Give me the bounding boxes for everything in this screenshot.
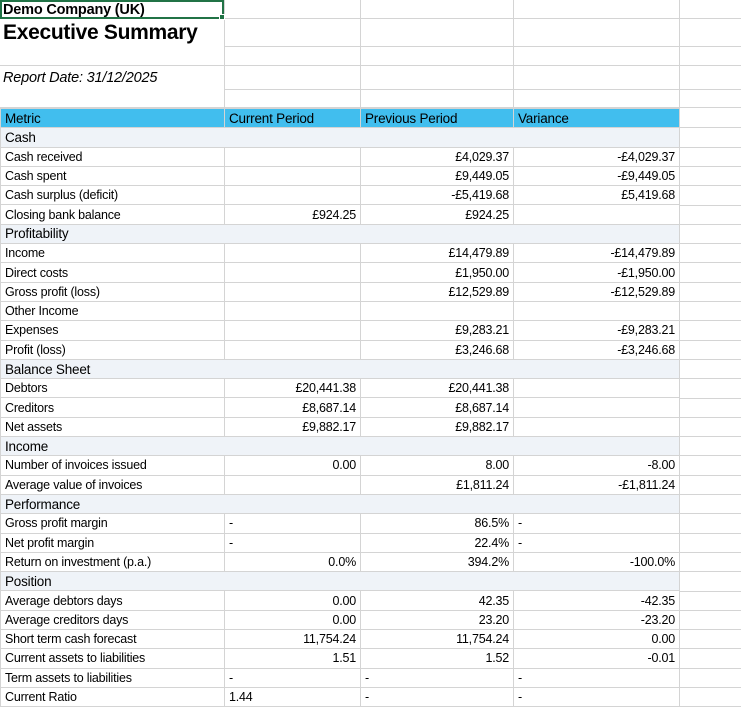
column-header-variance[interactable]: Variance: [514, 109, 680, 128]
current-period-cell[interactable]: £924.25: [225, 205, 361, 224]
current-period-cell[interactable]: [225, 301, 361, 320]
table-row[interactable]: [1, 591, 680, 610]
grid-row-divider: [679, 513, 741, 514]
metric-label-cell[interactable]: Term assets to liabilities: [1, 668, 225, 687]
current-period-cell[interactable]: 0.00: [225, 456, 361, 475]
table-row[interactable]: [1, 552, 680, 571]
page-title: Executive Summary: [0, 19, 224, 47]
previous-period-cell[interactable]: 11,754.24: [361, 630, 514, 649]
previous-period-cell[interactable]: £4,029.37: [361, 147, 514, 166]
current-period-cell[interactable]: 11,754.24: [225, 630, 361, 649]
metric-label-cell[interactable]: Cash spent: [1, 166, 225, 185]
previous-period-cell[interactable]: £924.25: [361, 205, 514, 224]
metric-label-cell[interactable]: Expenses: [1, 321, 225, 340]
grid-row-divider: [679, 224, 741, 225]
metric-label-cell[interactable]: Debtors: [1, 379, 225, 398]
grid-row-divider: [679, 127, 741, 128]
current-period-cell[interactable]: £9,882.17: [225, 417, 361, 436]
table-row[interactable]: [1, 186, 680, 205]
grid-row-divider: [679, 629, 741, 630]
previous-period-cell[interactable]: 22.4%: [361, 533, 514, 552]
metric-label-cell[interactable]: Cash received: [1, 147, 225, 166]
grid-row-divider: [679, 301, 741, 302]
section-header-label: Cash: [1, 128, 680, 147]
table-section-header-row: [1, 224, 680, 243]
current-period-cell[interactable]: [225, 166, 361, 185]
metric-label-cell[interactable]: Income: [1, 244, 225, 263]
grid-row-divider: [679, 359, 741, 360]
current-period-cell[interactable]: [225, 475, 361, 494]
variance-cell[interactable]: -23.20: [514, 610, 680, 629]
variance-cell[interactable]: -8.00: [514, 456, 680, 475]
metric-label-cell[interactable]: Other Income: [1, 301, 225, 320]
previous-period-cell[interactable]: 394.2%: [361, 552, 514, 571]
table-row[interactable]: [1, 340, 680, 359]
previous-period-cell[interactable]: -: [361, 687, 514, 706]
table-row[interactable]: [1, 533, 680, 552]
variance-cell[interactable]: [514, 301, 680, 320]
previous-period-cell[interactable]: 8.00: [361, 456, 514, 475]
table-row[interactable]: [1, 301, 680, 320]
table-row[interactable]: [1, 514, 680, 533]
previous-period-cell[interactable]: -£5,419.68: [361, 186, 514, 205]
metric-label-cell[interactable]: Average debtors days: [1, 591, 225, 610]
current-period-cell[interactable]: 1.51: [225, 649, 361, 668]
grid-column-divider: [679, 0, 741, 697]
table-section-header-row: [1, 359, 680, 378]
variance-cell[interactable]: -100.0%: [514, 552, 680, 571]
current-period-cell[interactable]: [225, 340, 361, 359]
variance-cell[interactable]: -£1,811.24: [514, 475, 680, 494]
previous-period-cell[interactable]: 1.52: [361, 649, 514, 668]
table-row[interactable]: [1, 147, 680, 166]
metric-label-cell[interactable]: Gross profit margin: [1, 514, 225, 533]
grid-row-divider: [679, 687, 741, 688]
table-row[interactable]: [1, 398, 680, 417]
metric-label-cell[interactable]: Profit (loss): [1, 340, 225, 359]
table-header-row: [1, 109, 680, 128]
grid-row-divider: [679, 494, 741, 495]
table-row[interactable]: [1, 668, 680, 687]
grid-row-divider: [679, 398, 741, 399]
company-name-cell[interactable]: Demo Company (UK): [0, 0, 224, 19]
table-row[interactable]: [1, 282, 680, 301]
metric-label-cell[interactable]: Net profit margin: [1, 533, 225, 552]
report-date-label: Report Date: 31/12/2025: [0, 66, 224, 90]
variance-cell[interactable]: -£12,529.89: [514, 282, 680, 301]
variance-cell[interactable]: [514, 417, 680, 436]
current-period-cell[interactable]: 0.00: [225, 610, 361, 629]
grid-row-divider: [679, 533, 741, 534]
table-row[interactable]: [1, 630, 680, 649]
current-period-cell[interactable]: [225, 244, 361, 263]
metric-label-cell[interactable]: Short term cash forecast: [1, 630, 225, 649]
current-period-cell[interactable]: -: [225, 533, 361, 552]
previous-period-cell[interactable]: 23.20: [361, 610, 514, 629]
variance-cell[interactable]: -£14,479.89: [514, 244, 680, 263]
current-period-cell[interactable]: £20,441.38: [225, 379, 361, 398]
table-row[interactable]: [1, 244, 680, 263]
grid-row-divider: [679, 552, 741, 553]
table-section-header-row: [1, 128, 680, 147]
previous-period-cell[interactable]: [361, 301, 514, 320]
variance-cell[interactable]: £5,419.68: [514, 186, 680, 205]
grid-row-divider: [679, 571, 741, 572]
metric-label-cell[interactable]: Current Ratio: [1, 687, 225, 706]
table-row[interactable]: [1, 610, 680, 629]
table-row[interactable]: [1, 205, 680, 224]
table-section-header-row: [1, 572, 680, 591]
table-row[interactable]: [1, 456, 680, 475]
previous-period-cell[interactable]: £9,882.17: [361, 417, 514, 436]
current-period-cell[interactable]: [225, 186, 361, 205]
variance-cell[interactable]: 0.00: [514, 630, 680, 649]
variance-cell[interactable]: -: [514, 687, 680, 706]
variance-cell[interactable]: -£9,283.21: [514, 321, 680, 340]
grid-row-divider: [679, 436, 741, 437]
grid-row-divider: [679, 591, 741, 592]
previous-period-cell[interactable]: £8,687.14: [361, 398, 514, 417]
previous-period-cell[interactable]: 86.5%: [361, 514, 514, 533]
previous-period-cell[interactable]: £12,529.89: [361, 282, 514, 301]
grid-row-divider: [679, 185, 741, 186]
grid-row-divider: [679, 282, 741, 283]
current-period-cell[interactable]: -: [225, 514, 361, 533]
grid-row-divider: [679, 668, 741, 669]
grid-row-divider: [679, 378, 741, 379]
current-period-cell[interactable]: -: [225, 668, 361, 687]
section-header-label: Position: [1, 572, 680, 591]
variance-cell[interactable]: [514, 398, 680, 417]
grid-row-divider: [679, 610, 741, 611]
table-section-header-row: [1, 437, 680, 456]
variance-cell[interactable]: -42.35: [514, 591, 680, 610]
current-period-cell[interactable]: 1.44: [225, 687, 361, 706]
grid-row-divider: [679, 340, 741, 341]
variance-cell[interactable]: [514, 205, 680, 224]
grid-row-divider: [679, 262, 741, 263]
current-period-cell[interactable]: 0.0%: [225, 552, 361, 571]
variance-cell[interactable]: -£1,950.00: [514, 263, 680, 282]
grid-row-divider: [679, 417, 741, 418]
current-period-cell[interactable]: [225, 282, 361, 301]
table-body: [1, 128, 680, 707]
metric-label-cell[interactable]: Gross profit (loss): [1, 282, 225, 301]
section-header-label: Profitability: [1, 224, 680, 243]
current-period-cell[interactable]: 0.00: [225, 591, 361, 610]
variance-cell[interactable]: [514, 379, 680, 398]
table-row[interactable]: [1, 649, 680, 668]
metric-label-cell[interactable]: Average value of invoices: [1, 475, 225, 494]
executive-summary-table: [0, 108, 680, 707]
current-period-cell[interactable]: [225, 147, 361, 166]
metric-label-cell[interactable]: Number of invoices issued: [1, 456, 225, 475]
column-header-current-period[interactable]: Current Period: [225, 109, 361, 128]
grid-row-divider: [679, 166, 741, 167]
previous-period-cell[interactable]: -: [361, 668, 514, 687]
column-header-previous-period[interactable]: Previous Period: [361, 109, 514, 128]
table-section-header-row: [1, 494, 680, 513]
table-row[interactable]: [1, 321, 680, 340]
previous-period-cell[interactable]: £9,283.21: [361, 321, 514, 340]
current-period-cell[interactable]: £8,687.14: [225, 398, 361, 417]
grid-row-divider: [679, 320, 741, 321]
previous-period-cell[interactable]: £9,449.05: [361, 166, 514, 185]
current-period-cell[interactable]: [225, 321, 361, 340]
column-header-metric[interactable]: Metric: [1, 109, 225, 128]
variance-cell[interactable]: -0.01: [514, 649, 680, 668]
metric-label-cell[interactable]: Return on investment (p.a.): [1, 552, 225, 571]
grid-row-divider: [679, 455, 741, 456]
metric-label-cell[interactable]: Creditors: [1, 398, 225, 417]
metric-label-cell[interactable]: Direct costs: [1, 263, 225, 282]
previous-period-cell[interactable]: £3,246.68: [361, 340, 514, 359]
grid-row-divider: [679, 205, 741, 206]
previous-period-cell[interactable]: £1,811.24: [361, 475, 514, 494]
previous-period-cell[interactable]: 42.35: [361, 591, 514, 610]
grid-row-divider: [679, 243, 741, 244]
table-row[interactable]: [1, 379, 680, 398]
table-row[interactable]: [1, 166, 680, 185]
table-row[interactable]: [1, 687, 680, 706]
variance-cell[interactable]: -: [514, 514, 680, 533]
section-header-label: Performance: [1, 494, 680, 513]
metric-label-cell[interactable]: Cash surplus (deficit): [1, 186, 225, 205]
grid-row-divider: [679, 648, 741, 649]
metric-label-cell[interactable]: Average creditors days: [1, 610, 225, 629]
metric-label-cell[interactable]: Current assets to liabilities: [1, 649, 225, 668]
grid-row-divider: [679, 147, 741, 148]
table-row[interactable]: [1, 263, 680, 282]
variance-cell[interactable]: -£3,246.68: [514, 340, 680, 359]
table-row[interactable]: [1, 417, 680, 436]
section-header-label: Balance Sheet: [1, 359, 680, 378]
previous-period-cell[interactable]: £1,950.00: [361, 263, 514, 282]
grid-row-divider: [679, 475, 741, 476]
variance-cell[interactable]: -: [514, 668, 680, 687]
current-period-cell[interactable]: [225, 263, 361, 282]
metric-label-cell[interactable]: Closing bank balance: [1, 205, 225, 224]
variance-cell[interactable]: -: [514, 533, 680, 552]
section-header-label: Income: [1, 437, 680, 456]
metric-label-cell[interactable]: Net assets: [1, 417, 225, 436]
previous-period-cell[interactable]: £20,441.38: [361, 379, 514, 398]
variance-cell[interactable]: -£4,029.37: [514, 147, 680, 166]
table-row[interactable]: [1, 475, 680, 494]
variance-cell[interactable]: -£9,449.05: [514, 166, 680, 185]
previous-period-cell[interactable]: £14,479.89: [361, 244, 514, 263]
